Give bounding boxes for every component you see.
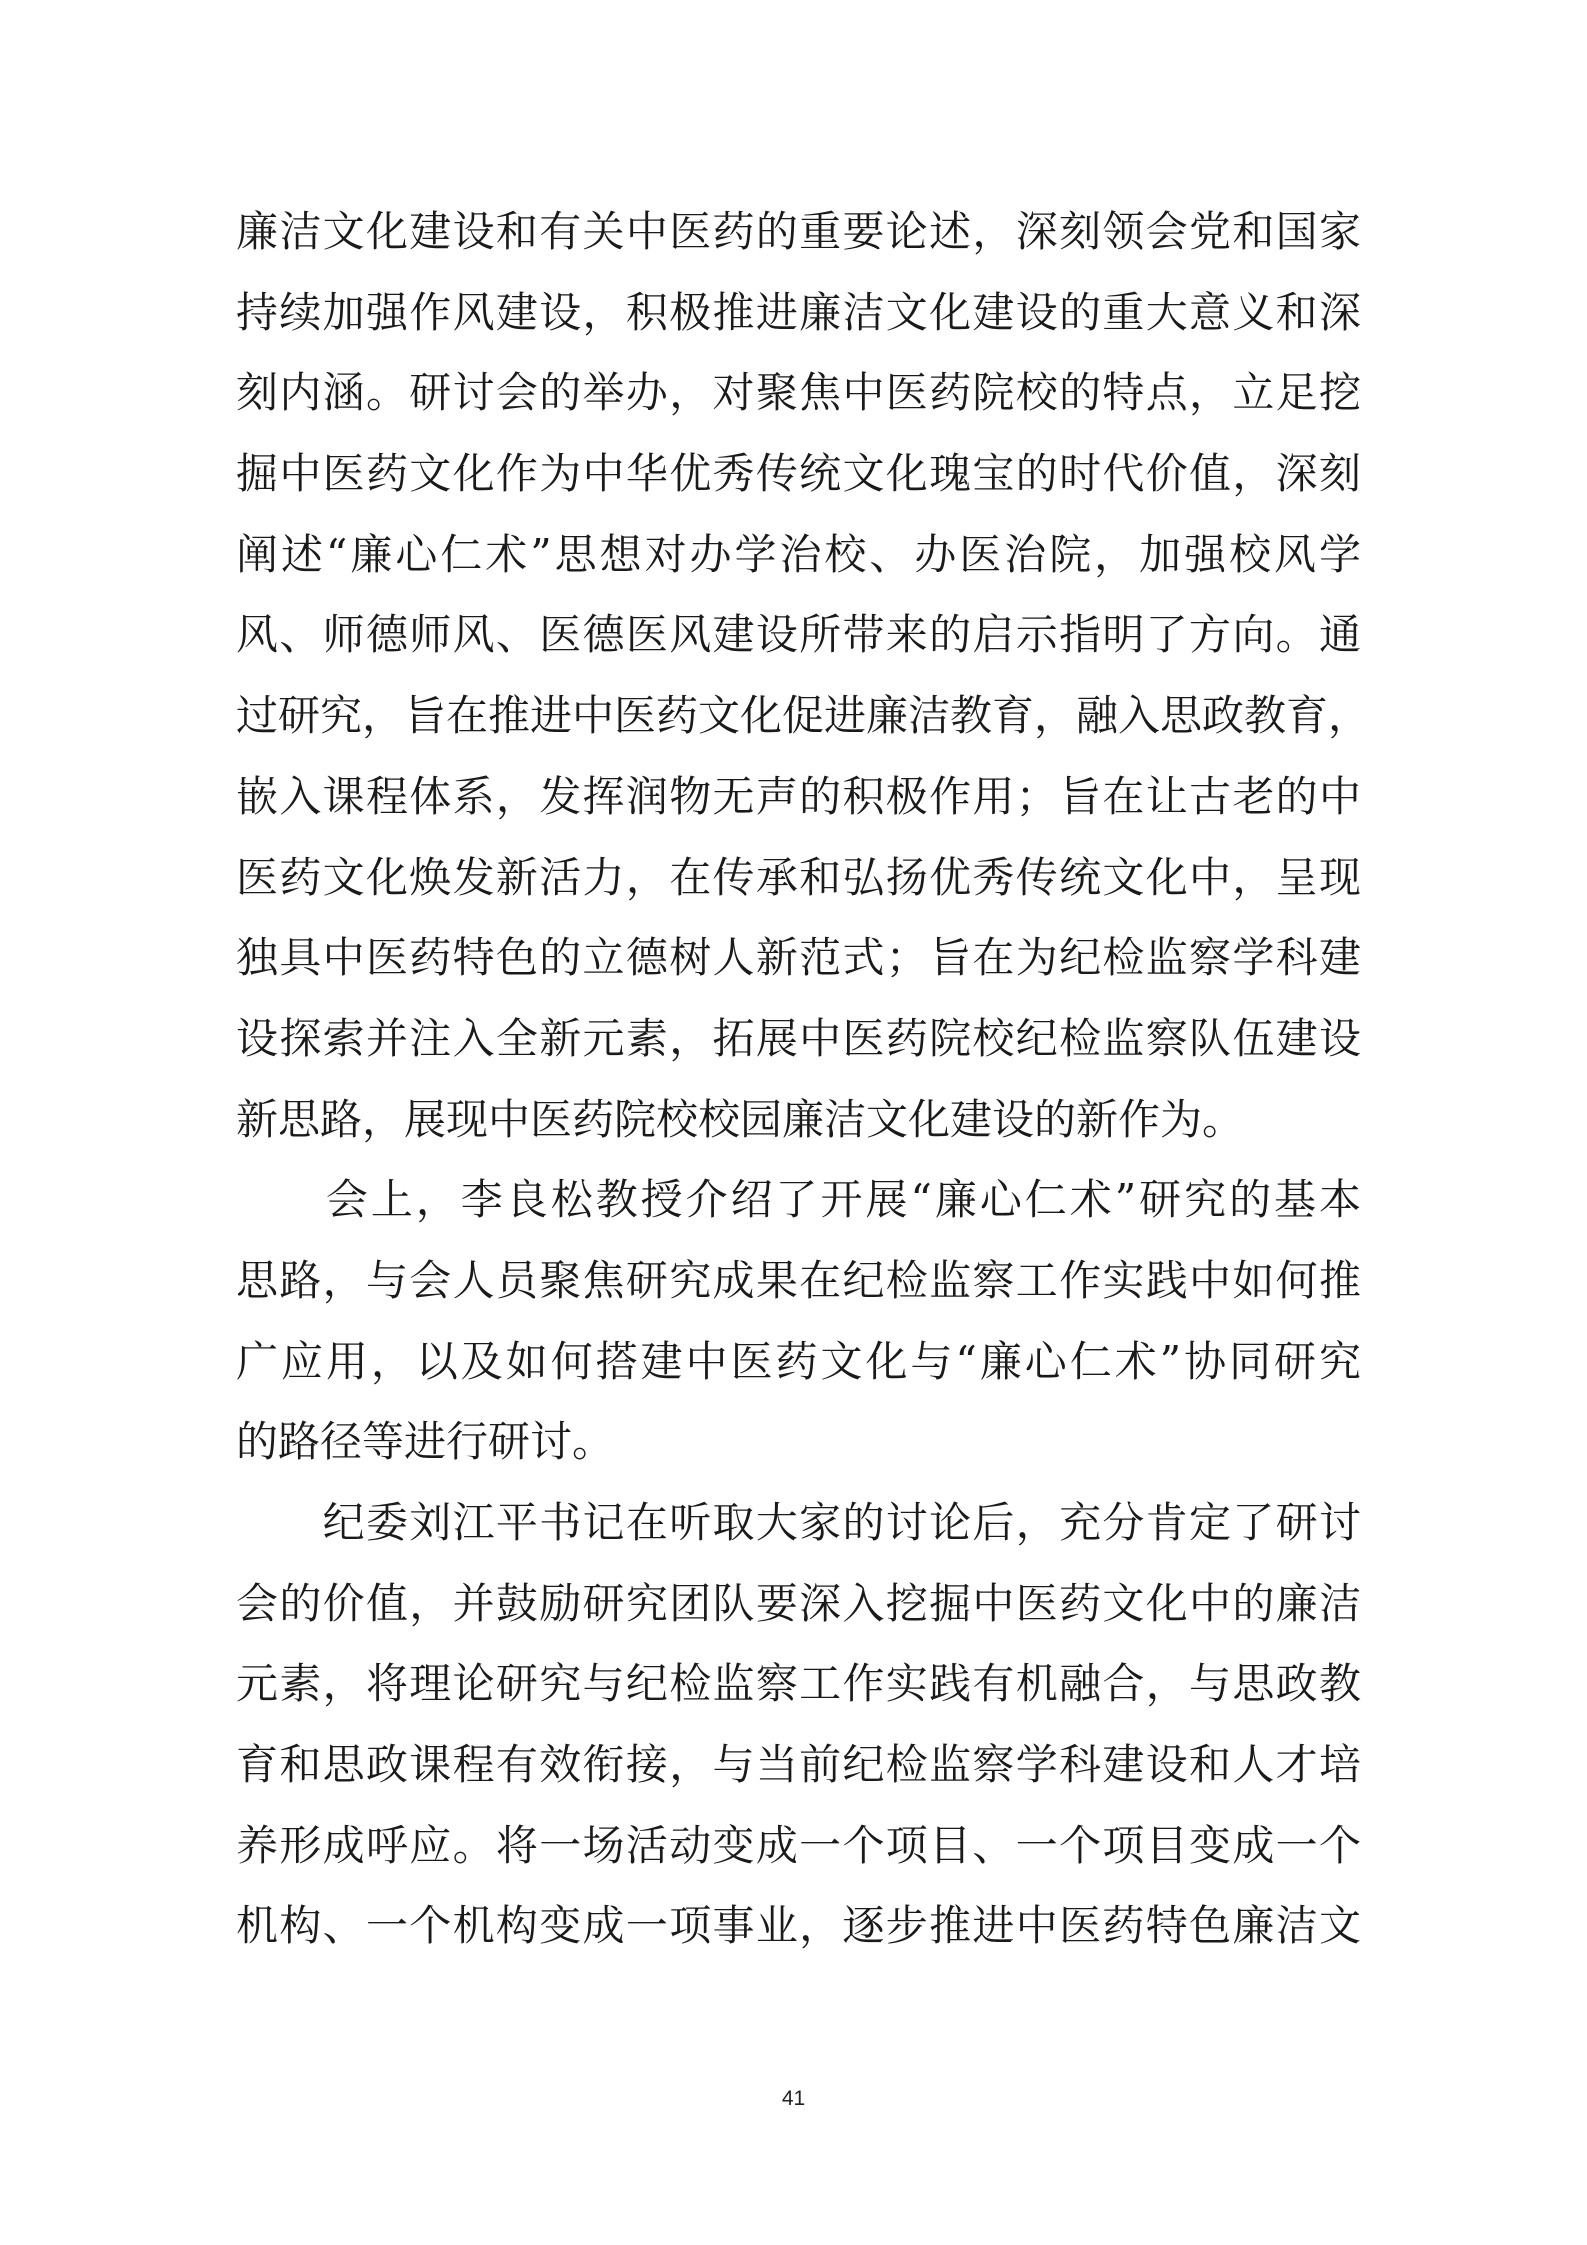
text-line: 独具中医药特色的立德树人新范式；旨在为纪检监察学科建 [236,933,1361,983]
text-line: 掘中医药文化作为中华优秀传统文化瑰宝的时代价值，深刻 [236,449,1361,499]
text-line: 养形成呼应。将一场活动变成一个项目、一个项目变成一个 [236,1820,1361,1870]
text-line: 的路径等进行研讨。 [236,1417,615,1467]
text-line: 会上，李良松教授介绍了开展“廉心仁术”研究的基本 [236,1175,1361,1225]
text-line: 医药文化焕发新活力，在传承和弘扬优秀传统文化中，呈现 [236,852,1361,902]
text-line: 纪委刘江平书记在听取大家的讨论后，充分肯定了研讨 [236,1498,1361,1547]
text-line: 设探索并注入全新元素，拓展中医药院校纪检监察队伍建设 [236,1013,1361,1063]
page-number: 41 [781,2087,806,2110]
text-line: 元素，将理论研究与纪检监察工作实践有机融合，与思政教 [236,1659,1361,1709]
text-line: 风、师德师风、医德医风建设所带来的启示指明了方向。通 [236,610,1361,660]
text-line: 思路，与会人员聚焦研究成果在纪检监察工作实践中如何推 [236,1255,1361,1305]
text-line: 过研究，旨在推进中医药文化促进廉洁教育，融入思政教育， [236,691,1371,741]
text-line: 育和思政课程有效衔接，与当前纪检监察学科建设和人才培 [236,1740,1361,1790]
text-line: 机构、一个机构变成一项事业，逐步推进中医药特色廉洁文 [236,1901,1361,1951]
text-line: 持续加强作风建设，积极推进廉洁文化建设的重大意义和深 [236,287,1361,337]
text-line: 嵌入课程体系，发挥润物无声的积极作用；旨在让古老的中 [236,771,1361,821]
text-line: 新思路，展现中医药院校校园廉洁文化建设的新作为。 [236,1094,1245,1144]
text-line: 廉洁文化建设和有关中医药的重要论述，深刻领会党和国家 [236,207,1361,256]
text-line: 阐述“廉心仁术”思想对办学治校、办医治院，加强校风学 [236,529,1361,579]
text-line: 广应用，以及如何搭建中医药文化与“廉心仁术”协同研究 [236,1336,1361,1386]
text-line: 会的价值，并鼓励研究团队要深入挖掘中医药文化中的廉洁 [236,1578,1361,1628]
text-line: 刻内涵。研讨会的举办，对聚焦中医药院校的特点，立足挖 [236,368,1361,418]
body-text [236,192,1371,1967]
